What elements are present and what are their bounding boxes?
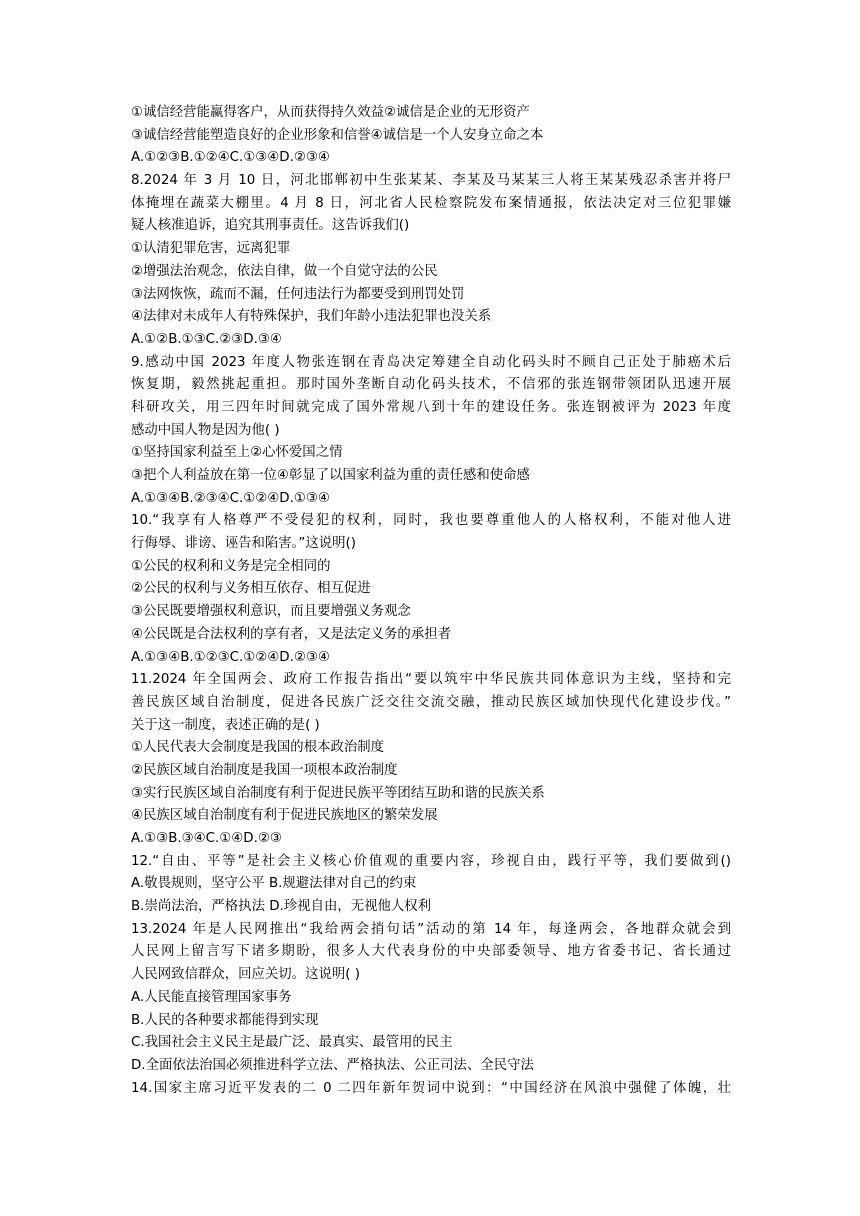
question-8-text: 体掩埋在蔬菜大棚里。4 月 8 日，河北省人民检察院发布案情通报，依法决定对三位犯罪嫌 <box>131 195 731 211</box>
text-line: ②民族区域自治制度是我国一项根本政治制度 <box>131 762 398 778</box>
text-line: ①公民的权利和义务是完全相同的 <box>131 558 331 574</box>
question-9-text: 9.感动中国 2023 年度人物张连钢在青岛决定筹建全自动化码头时不顾自己正处于肺癌术后 <box>131 354 731 370</box>
text-line: ④公民既是合法权利的享有者，又是法定义务的承担者 <box>131 626 451 642</box>
question-11-text: 善民族区域自治制度，促进各民族广泛交往交流交融，推动民族区域加快现代化建设步伐。” <box>131 694 731 710</box>
question-9-text: 恢复期，毅然挑起重担。那时国外垄断自动化码头技术，不信邪的张连钢带领团队迅速开展 <box>131 377 731 393</box>
question-8-text: 疑人核准追诉，追究其刑事责任。这告诉我们() <box>131 218 410 234</box>
answer-options: A.①②③B.①②④C.①③④D.②③④ <box>131 150 330 166</box>
question-13-text: 13.2024 年是人民网推出“我给两会捎句话”活动的第 14 年，每逢两会，各地群众就会到 <box>131 921 731 937</box>
answer-options: B.崇尚法治，严格执法 D.珍视自由，无视他人权利 <box>131 899 432 915</box>
answer-option: C.我国社会主义民主是最广泛、最真实、最管用的民主 <box>131 1035 453 1051</box>
answer-option: D.全面依法治国必须推进科学立法、严格执法、公正司法、全民守法 <box>131 1057 534 1073</box>
question-8-text: 8.2024 年 3 月 10 日，河北邯郸初中生张某某、李某及马某某三人将王某某残忍杀害并将尸 <box>131 173 731 189</box>
answer-options: A.①③B.③④C.①④D.②③ <box>131 831 282 846</box>
answer-options: A.敬畏规则，坚守公平 B.规避法律对自己的约束 <box>131 876 417 892</box>
text-line: ①坚持国家利益至上②心怀爱国之情 <box>131 445 343 461</box>
answer-option: B.人民的各种要求都能得到实现 <box>131 1012 319 1028</box>
text-line: ③法网恢恢，疏而不漏，任何违法行为都要受到刑罚处罚 <box>131 286 465 302</box>
text-line: ①人民代表大会制度是我国的根本政治制度 <box>131 740 385 756</box>
text-line: ③诚信经营能塑造良好的企业形象和信誉④诚信是一个人安身立命之本 <box>131 127 544 143</box>
question-10-text: 行侮辱、诽谤、诬告和陷害。”这说明() <box>131 536 356 552</box>
answer-options: A.①②B.①③C.②③D.③④ <box>131 331 282 347</box>
text-line: ②公民的权利与义务相互依存、相互促进 <box>131 581 371 597</box>
text-line: ④法律对未成年人有特殊保护，我们年龄小违法犯罪也没关系 <box>131 309 492 325</box>
question-9-text: 科研攻关，用三四年时间就完成了国外常规八到十年的建设任务。张连钢被评为 2023 年度 <box>131 399 731 415</box>
answer-options: A.①③④B.①②③C.①②④D.②③④ <box>131 649 330 665</box>
question-11-text: 11.2024 年全国两会、政府工作报告指出“要以筑牢中华民族共同体意识为主线，坚持和完 <box>131 672 731 688</box>
text-line: ②增强法治观念，依法自律，做一个自觉守法的公民 <box>131 263 438 279</box>
question-10-text: 10.“我享有人格尊严不受侵犯的权利，同时，我也要尊重他人的人格权利，不能对他人进 <box>131 513 731 529</box>
question-11-text: 关于这一制度，表述正确的是( ) <box>131 717 320 733</box>
text-line: ①诚信经营能赢得客户，从而获得持久效益②诚信是企业的无形资产 <box>131 105 530 120</box>
question-12-text: 12.“自由、平等”是社会主义核心价值观的重要内容，珍视自由，践行平等，我们要做到() <box>131 853 731 869</box>
text-line: ④民族区域自治制度有利于促进民族地区的繁荣发展 <box>131 808 438 824</box>
answer-option: A.人民能直接管理国家事务 <box>131 989 292 1005</box>
question-13-text: 人民网上留言写下诸多期盼，很多人大代表身份的中央部委领导、地方省委书记、省长通过 <box>131 944 731 960</box>
question-13-text: 人民网致信群众，回应关切。这说明( ) <box>131 967 360 983</box>
document-text <box>131 102 731 1100</box>
text-line: ①认清犯罪危害，远离犯罪 <box>131 241 291 257</box>
question-14-text: 14.国家主席习近平发表的二 0 二四年新年贺词中说到：“中国经济在风浪中强健了体魄，壮 <box>131 1080 731 1096</box>
answer-options: A.①③④B.②③④C.①②④D.①③④ <box>131 490 330 506</box>
text-line: ③公民既要增强权利意识，而且要增强义务观念 <box>131 604 411 620</box>
text-line: ③实行民族区域自治制度有利于促进民族平等团结互助和谐的民族关系 <box>131 785 545 801</box>
question-9-text: 感动中国人物是因为他( ) <box>131 422 280 438</box>
text-line: ③把个人利益放在第一位④彰显了以国家利益为重的责任感和使命感 <box>131 468 530 483</box>
